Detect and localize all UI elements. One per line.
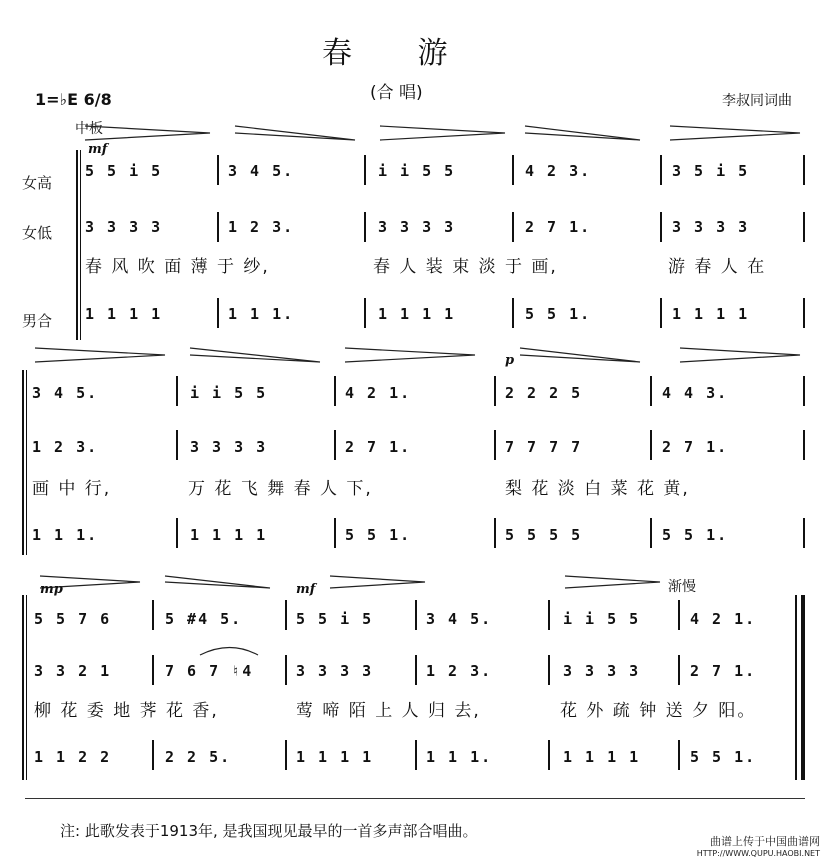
- soprano-measure: 5 #4 5.: [165, 610, 243, 628]
- bass-measure: 5 5 1.: [662, 526, 729, 544]
- lyric-line: 万 花 飞 舞 春 人 下,: [188, 479, 373, 499]
- final-barline: [801, 595, 805, 780]
- barline: [803, 155, 805, 185]
- watermark-line: 曲谱上传于中国曲谱网: [710, 835, 820, 848]
- hairpin-mark: [235, 126, 355, 140]
- bass-measure: 5 5 1.: [690, 748, 757, 766]
- barline: [803, 430, 805, 460]
- barline: [660, 298, 662, 328]
- soprano-measure: 4 2 1.: [690, 610, 757, 628]
- bass-measure: 1 1 1 1: [190, 526, 268, 544]
- alto-measure: 3 3 3 3: [85, 218, 163, 236]
- barline: [176, 376, 178, 406]
- alto-measure: 2 7 1.: [345, 438, 412, 456]
- bass-measure: 1 1 1 1: [378, 305, 456, 323]
- barline: [334, 518, 336, 548]
- footnote: 注: 此歌发表于1913年, 是我国现见最早的一首多声部合唱曲。: [60, 822, 478, 840]
- barline: [176, 518, 178, 548]
- barline: [334, 376, 336, 406]
- lyric-line: 春 风 吹 面 薄 于 纱,: [85, 257, 270, 277]
- alto-measure: 3 3 3 3: [378, 218, 456, 236]
- system-bracket: [80, 150, 81, 340]
- key-signature: 1=♭E 6/8: [35, 90, 112, 109]
- bass-measure: 5 5 1.: [525, 305, 592, 323]
- hairpin-mark: [85, 126, 210, 140]
- barline: [678, 740, 680, 770]
- site-watermark: [697, 836, 820, 860]
- barline: [217, 155, 219, 185]
- soprano-measure: 3 4 5.: [426, 610, 493, 628]
- barline: [678, 600, 680, 630]
- alto-measure: 1 2 3.: [32, 438, 99, 456]
- soprano-measure: 3 4 5.: [228, 162, 295, 180]
- slur-mark: [200, 648, 258, 656]
- barline: [512, 212, 514, 242]
- alto-measure: 3 3 3 3: [296, 662, 374, 680]
- barline: [803, 212, 805, 242]
- hairpin-mark: [165, 576, 270, 588]
- barline: [678, 655, 680, 685]
- hairpin-mark: [680, 348, 800, 362]
- lyric-line: 花 外 疏 钟 送 夕 阳。: [560, 701, 757, 721]
- bass-measure: 5 5 5 5: [505, 526, 583, 544]
- soprano-measure: 5 5 7 6: [34, 610, 112, 628]
- ritardando-marking: 渐慢: [668, 579, 696, 595]
- system-bracket: [26, 595, 27, 780]
- barline: [415, 600, 417, 630]
- soprano-measure: i i 5 5: [190, 384, 268, 402]
- bass-measure: 1 1 2 2: [34, 748, 112, 766]
- lyric-line: 梨 花 淡 白 菜 花 黄,: [505, 479, 690, 499]
- footnote-divider: [25, 798, 805, 799]
- soprano-measure: i i 5 5: [563, 610, 641, 628]
- hairpin-mark: [35, 348, 165, 362]
- alto-measure: 1 2 3.: [426, 662, 493, 680]
- soprano-measure: 3 4 5.: [32, 384, 99, 402]
- alto-measure: 7 6 7 ♮4: [165, 662, 254, 680]
- dynamic-mf: mf: [296, 582, 316, 597]
- lyric-line: 春 人 装 束 淡 于 画,: [373, 257, 558, 277]
- soprano-measure: 2 2 2 5: [505, 384, 583, 402]
- system-bracket: [22, 595, 24, 780]
- bass-measure: 1 1 1 1: [85, 305, 163, 323]
- soprano-measure: 5 5 i 5: [85, 162, 163, 180]
- hairpin-mark: [380, 126, 505, 140]
- dynamic-p: p: [505, 353, 515, 368]
- system-bracket: [26, 370, 27, 555]
- barline: [415, 740, 417, 770]
- barline: [650, 430, 652, 460]
- barline: [650, 376, 652, 406]
- song-subtitle: (合 唱): [370, 83, 423, 103]
- barline: [803, 376, 805, 406]
- bass-measure: 1 1 1 1: [672, 305, 750, 323]
- bass-measure: 1 1 1.: [32, 526, 99, 544]
- soprano-measure: 3 5 i 5: [672, 162, 750, 180]
- dynamic-mf: mf: [88, 142, 108, 157]
- system-bracket: [76, 150, 78, 340]
- barline: [334, 430, 336, 460]
- barline: [152, 740, 154, 770]
- part-label-alto: 女低: [22, 224, 53, 242]
- barline: [176, 430, 178, 460]
- barline: [217, 212, 219, 242]
- hairpin-mark: [525, 126, 640, 140]
- alto-measure: 3 3 3 3: [190, 438, 268, 456]
- barline: [494, 430, 496, 460]
- barline: [494, 518, 496, 548]
- lyric-line: 柳 花 委 地 荠 花 香,: [34, 701, 219, 721]
- barline: [285, 600, 287, 630]
- lyric-line: 画 中 行,: [32, 479, 112, 499]
- barline: [152, 600, 154, 630]
- part-label-bass: 男合: [22, 312, 53, 330]
- barline: [548, 740, 550, 770]
- soprano-measure: 4 2 3.: [525, 162, 592, 180]
- dynamic-mp: mp: [40, 582, 63, 597]
- alto-measure: 2 7 1.: [690, 662, 757, 680]
- lyric-line: 莺 啼 陌 上 人 归 去,: [296, 701, 481, 721]
- hairpin-mark: [565, 576, 660, 588]
- barline: [285, 655, 287, 685]
- hairpin-mark: [190, 348, 320, 362]
- soprano-measure: 4 4 3.: [662, 384, 729, 402]
- barline: [364, 212, 366, 242]
- hairpin-mark: [670, 126, 800, 140]
- bass-measure: 1 1 1 1: [296, 748, 374, 766]
- tempo-marking: 中板: [75, 121, 103, 137]
- bass-measure: 1 1 1 1: [563, 748, 641, 766]
- composer-credit: 李叔同词曲: [722, 93, 792, 109]
- part-label-soprano: 女高: [22, 174, 53, 192]
- alto-measure: 1 2 3.: [228, 218, 295, 236]
- barline: [494, 376, 496, 406]
- final-barline: [795, 595, 797, 780]
- song-title: 春 游: [322, 36, 476, 71]
- soprano-measure: i i 5 5: [378, 162, 456, 180]
- alto-measure: 3 3 3 3: [672, 218, 750, 236]
- hairpin-mark: [345, 348, 475, 362]
- barline: [217, 298, 219, 328]
- bass-measure: 2 2 5.: [165, 748, 232, 766]
- barline: [803, 298, 805, 328]
- alto-measure: 7 7 7 7: [505, 438, 583, 456]
- barline: [650, 518, 652, 548]
- barline: [660, 155, 662, 185]
- barline: [548, 600, 550, 630]
- barline: [548, 655, 550, 685]
- barline: [364, 155, 366, 185]
- alto-measure: 3 3 2 1: [34, 662, 112, 680]
- barline: [364, 298, 366, 328]
- barline: [512, 155, 514, 185]
- alto-measure: 3 3 3 3: [563, 662, 641, 680]
- barline: [285, 740, 287, 770]
- soprano-measure: 4 2 1.: [345, 384, 412, 402]
- bass-measure: 1 1 1.: [228, 305, 295, 323]
- barline: [415, 655, 417, 685]
- alto-measure: 2 7 1.: [525, 218, 592, 236]
- barline: [512, 298, 514, 328]
- watermark-url: HTTP://WWW.QUPU.HAOBI.NET: [696, 849, 820, 858]
- bass-measure: 5 5 1.: [345, 526, 412, 544]
- lyric-line: 游 春 人 在: [668, 257, 767, 277]
- hairpin-mark: [520, 348, 640, 362]
- system-bracket: [22, 370, 24, 555]
- barline: [660, 212, 662, 242]
- barline: [152, 655, 154, 685]
- barline: [803, 518, 805, 548]
- hairpin-mark: [330, 576, 425, 588]
- bass-measure: 1 1 1.: [426, 748, 493, 766]
- alto-measure: 2 7 1.: [662, 438, 729, 456]
- soprano-measure: 5 5 i 5: [296, 610, 374, 628]
